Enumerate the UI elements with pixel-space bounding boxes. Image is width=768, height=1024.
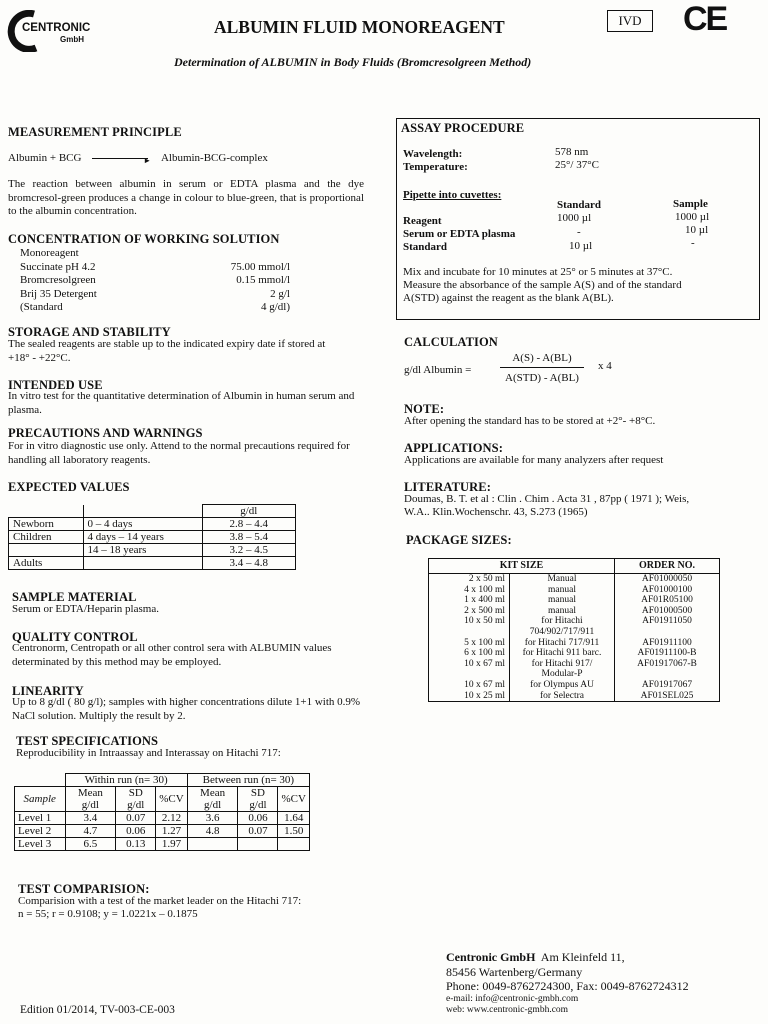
package-desc-cell: for Hitachi 917/	[510, 659, 615, 670]
cell	[278, 838, 310, 851]
assay-text-2: Measure the absorbance of the sample A(S) and of the standard	[403, 279, 682, 291]
calculation-lhs: g/dl Albumin =	[404, 364, 472, 376]
cell: Children	[9, 531, 84, 544]
package-sizes-table	[428, 558, 720, 702]
package-order-cell	[615, 669, 720, 680]
testspec-text: Reproducibility in Intraassay and Interassay on Hitachi 717:	[16, 747, 281, 759]
cv-col-header: %CV	[156, 787, 187, 812]
conc-value: 75.00 mmol/l	[230, 260, 290, 273]
intended-text: In vitro test for the quantitative determination of Albumin in human serum and plasma.	[8, 390, 355, 416]
measurement-text: The reaction between albumin in serum or EDTA plasma and the dye bromcresol-green produces a change in colour to blue-green, that is proportional to the albumin concentration.	[8, 178, 364, 217]
standard-col-header: Standard	[557, 199, 602, 211]
applications-text: Applications are available for many analyzers after request	[404, 454, 664, 466]
street: Am Kleinfeld 11,	[540, 950, 625, 964]
package-desc-cell: 704/902/717/911	[510, 627, 615, 638]
conc-value: 4 g/dl)	[260, 301, 290, 313]
package-size-cell: 6 x 100 ml	[429, 648, 510, 659]
unit-header: g/dl	[202, 505, 296, 518]
assay-procedure-box	[396, 118, 760, 320]
cell: 1.97	[156, 838, 187, 851]
conc-name: Brij 35 Detergent	[20, 287, 97, 300]
cell: 1.27	[156, 825, 187, 838]
ce-mark: CE	[683, 0, 727, 38]
note-text: After opening the standard has to be stored at +2°- +8°C.	[404, 415, 656, 427]
cell: 0 – 4 days	[83, 518, 202, 531]
table-row	[9, 544, 296, 557]
concentration-list	[20, 247, 290, 315]
sample-col-header: Sample	[15, 787, 66, 812]
table-row	[429, 680, 720, 691]
cell: 3.4	[65, 812, 116, 825]
package-desc-cell: Manual	[510, 574, 615, 585]
assay-row-label: Standard	[403, 241, 448, 253]
package-order-cell: AF01000500	[615, 606, 720, 617]
document-subtitle: Determination of ALBUMIN in Body Fluids (Bromcresolgreen Method)	[174, 55, 532, 69]
reaction-line	[8, 152, 368, 166]
arrow-right-icon: ►	[92, 158, 148, 159]
package-order-cell: AF01000100	[615, 585, 720, 596]
package-desc-cell: for Selectra	[510, 691, 615, 702]
table-row	[9, 518, 296, 531]
cell: 1.50	[278, 825, 310, 838]
package-order-cell: AF01911050	[615, 616, 720, 627]
cell: 0.06	[238, 812, 278, 825]
edition-text: Edition 01/2014, TV-003-CE-003	[20, 1004, 175, 1016]
package-size-cell: 2 x 50 ml	[429, 574, 510, 585]
cv-col-header: %CV	[278, 787, 310, 812]
package-order-cell	[615, 627, 720, 638]
company-logo	[6, 10, 116, 52]
cell: 3.4 – 4.8	[202, 557, 296, 570]
table-row	[429, 595, 720, 606]
package-desc-cell: for Hitachi 911 barc.	[510, 648, 615, 659]
assay-row-std: -	[577, 226, 581, 238]
table-row	[9, 557, 296, 570]
assay-row-smp: -	[691, 237, 695, 249]
table-row	[429, 574, 720, 585]
table-row	[429, 616, 720, 627]
literature-heading: LITERATURE:	[404, 480, 491, 494]
concentration-heading: CONCENTRATION OF WORKING SOLUTION	[8, 232, 280, 246]
cell: Adults	[9, 557, 84, 570]
linearity-heading: LINEARITY	[12, 684, 84, 698]
quality-text: Centronorm, Centropath or all other control sera with ALBUMIN values determinated by this method may be employed.	[12, 642, 332, 668]
cell: 3.2 – 4.5	[202, 544, 296, 557]
cell: 2.12	[156, 812, 187, 825]
logo-sub: GmbH	[60, 35, 84, 44]
package-size-cell: 10 x 67 ml	[429, 659, 510, 670]
package-desc-cell: manual	[510, 606, 615, 617]
table-row	[429, 606, 720, 617]
reaction-left: Albumin + BCG	[8, 152, 82, 164]
storage-text: The sealed reagents are stable up to the indicated expiry date if stored at +18° - +22°C.	[8, 338, 326, 364]
website: web: www.centronic-gmbh.com	[446, 1004, 569, 1015]
calculation-factor: x 4	[598, 360, 612, 372]
cell	[83, 557, 202, 570]
ivd-badge: IVD	[607, 10, 653, 32]
applications-heading: APPLICATIONS:	[404, 441, 503, 455]
conc-name: Monoreagent	[20, 247, 79, 259]
package-desc-cell: manual	[510, 585, 615, 596]
package-size-cell: 1 x 400 ml	[429, 595, 510, 606]
assay-row-std: 1000 µl	[557, 212, 592, 224]
table-row	[429, 659, 720, 670]
reaction-right: Albumin-BCG-complex	[160, 152, 268, 164]
city: 85456 Wartenberg/Germany	[446, 964, 583, 979]
cell: 0.07	[238, 825, 278, 838]
comparison-heading: TEST COMPARISION:	[18, 882, 150, 896]
table-row	[429, 669, 720, 680]
calc-numerator: A(S) - A(BL)	[500, 352, 584, 368]
table-row	[429, 648, 720, 659]
package-size-cell: 4 x 100 ml	[429, 585, 510, 596]
note-heading: NOTE:	[404, 402, 445, 416]
table-row	[15, 812, 310, 825]
sample-col-header: Sample	[673, 198, 708, 210]
sd-col-header: SD g/dl	[116, 787, 156, 812]
cell: Level 2	[15, 825, 66, 838]
company-name: Centronic GmbH	[446, 950, 536, 964]
package-order-cell: AF01917067	[615, 680, 720, 691]
assay-row-label: Serum or EDTA plasma	[403, 228, 516, 240]
phone-fax: Phone: 0049-8762724300, Fax: 0049-8762724312	[446, 979, 689, 993]
table-row	[9, 531, 296, 544]
intended-heading: INTENDED USE	[8, 378, 103, 392]
pipette-label: Pipette into cuvettes:	[403, 189, 502, 201]
package-desc-cell: manual	[510, 595, 615, 606]
assay-text-1: Mix and incubate for 10 minutes at 25° or 5 minutes at 37°C.	[403, 266, 673, 278]
email: e-mail: info@centronic-gmbh.com	[446, 993, 579, 1004]
package-desc-cell: for Hitachi	[510, 616, 615, 627]
cell	[238, 838, 278, 851]
sample-text: Serum or EDTA/Heparin plasma.	[12, 603, 159, 615]
cell: 0.13	[116, 838, 156, 851]
cell	[9, 544, 84, 557]
table-row	[15, 825, 310, 838]
footer-address	[446, 950, 689, 1016]
literature-line2: W.A.. Klin.Wochenschr. 43, S.273 (1965)	[404, 506, 588, 518]
package-desc-cell: for Hitachi 717/911	[510, 638, 615, 649]
calc-denominator: A(STD) - A(BL)	[505, 372, 579, 384]
package-heading: PACKAGE SIZES:	[406, 533, 512, 547]
within-run-header: Within run (n= 30)	[65, 774, 187, 787]
cell: Level 3	[15, 838, 66, 851]
assay-row-std: 10 µl	[569, 240, 593, 252]
storage-heading: STORAGE AND STABILITY	[8, 325, 171, 339]
package-size-cell: 10 x 25 ml	[429, 691, 510, 702]
sd-col-header: SD g/dl	[238, 787, 278, 812]
cell: 4.8	[187, 825, 238, 838]
table-row	[429, 691, 720, 702]
between-run-header: Between run (n= 30)	[187, 774, 309, 787]
cell: 14 – 18 years	[83, 544, 202, 557]
package-order-cell: AF01917067-B	[615, 659, 720, 670]
cell: 4.7	[65, 825, 116, 838]
package-size-cell: 10 x 67 ml	[429, 680, 510, 691]
cell: 3.6	[187, 812, 238, 825]
conc-name: Bromcresolgreen	[20, 274, 96, 286]
package-size-cell: 2 x 500 ml	[429, 606, 510, 617]
quality-heading: QUALITY CONTROL	[12, 630, 138, 644]
expected-heading: EXPECTED VALUES	[8, 480, 130, 494]
cell: 6.5	[65, 838, 116, 851]
package-order-cell: AF01R05100	[615, 595, 720, 606]
document-title: ALBUMIN FLUID MONOREAGENT	[214, 17, 505, 37]
cell: 1.64	[278, 812, 310, 825]
cell	[187, 838, 238, 851]
table-row	[429, 638, 720, 649]
assay-row-label: Reagent	[403, 215, 442, 227]
order-no-header: ORDER NO.	[615, 559, 720, 574]
table-row	[429, 627, 720, 638]
package-order-cell: AF01911100	[615, 638, 720, 649]
assay-heading: ASSAY PROCEDURE	[401, 121, 525, 135]
conc-value: 2 g/l	[270, 287, 290, 300]
temperature-value: 25°/ 37°C	[555, 159, 599, 171]
mean-col-header: Mean g/dl	[187, 787, 238, 812]
cell: 4 days – 14 years	[83, 531, 202, 544]
assay-text-3: A(STD) against the reagent as the blank A(BL).	[403, 292, 614, 304]
conc-value: 0.15 mmol/l	[236, 274, 290, 286]
package-size-cell: 5 x 100 ml	[429, 638, 510, 649]
temperature-label: Temperature:	[403, 161, 468, 173]
comparison-line1: Comparision with a test of the market leader on the Hitachi 717:	[18, 895, 302, 907]
cell: Level 1	[15, 812, 66, 825]
package-order-cell: AF01SEL025	[615, 691, 720, 702]
sample-heading: SAMPLE MATERIAL	[12, 590, 137, 604]
package-desc-cell: Modular-P	[510, 669, 615, 680]
cell: Newborn	[9, 518, 84, 531]
test-specifications-table	[14, 773, 310, 851]
comparison-line2: n = 55; r = 0.9108; y = 1.0221x – 0.1875	[18, 908, 198, 920]
table-row	[429, 585, 720, 596]
conc-name: (Standard	[20, 301, 63, 313]
calculation-fraction	[500, 352, 584, 384]
package-order-cell: AF01911100-B	[615, 648, 720, 659]
mean-col-header: Mean g/dl	[65, 787, 116, 812]
calculation-heading: CALCULATION	[404, 335, 498, 349]
wavelength-label: Wavelength:	[403, 148, 463, 160]
package-size-cell	[429, 627, 510, 638]
package-size-cell: 10 x 50 ml	[429, 616, 510, 627]
package-order-cell: AF01000050	[615, 574, 720, 585]
expected-values-table	[8, 504, 296, 570]
cell: 3.8 – 5.4	[202, 531, 296, 544]
cell: 0.06	[116, 825, 156, 838]
kit-size-header: KIT SIZE	[429, 559, 615, 574]
assay-row-smp: 1000 µl	[675, 211, 710, 223]
measurement-heading: MEASUREMENT PRINCIPLE	[8, 125, 182, 139]
conc-name: Succinate pH 4.2	[20, 260, 96, 273]
cell: 2.8 – 4.4	[202, 518, 296, 531]
package-size-cell	[429, 669, 510, 680]
testspec-heading: TEST SPECIFICATIONS	[16, 734, 159, 748]
linearity-text: Up to 8 g/dl ( 80 g/l); samples with higher concentrations dilute 1+1 with 0.9% NaCl solution. Multiply the result by 2.	[12, 696, 361, 722]
cell: 0.07	[116, 812, 156, 825]
logo-name: CENTRONIC	[22, 22, 91, 34]
literature-line1: Doumas, B. T. et al : Clin . Chim . Acta 31 , 87pp ( 1971 ); Weis,	[404, 493, 690, 505]
precautions-text: For in vitro diagnostic use only. Attend to the normal precautions required for handling all laboratory reagents.	[8, 440, 350, 466]
package-desc-cell: for Olympus AU	[510, 680, 615, 691]
assay-row-smp: 10 µl	[685, 224, 709, 236]
table-row	[15, 838, 310, 851]
precautions-heading: PRECAUTIONS AND WARNINGS	[8, 426, 203, 440]
wavelength-value: 578 nm	[555, 146, 589, 158]
